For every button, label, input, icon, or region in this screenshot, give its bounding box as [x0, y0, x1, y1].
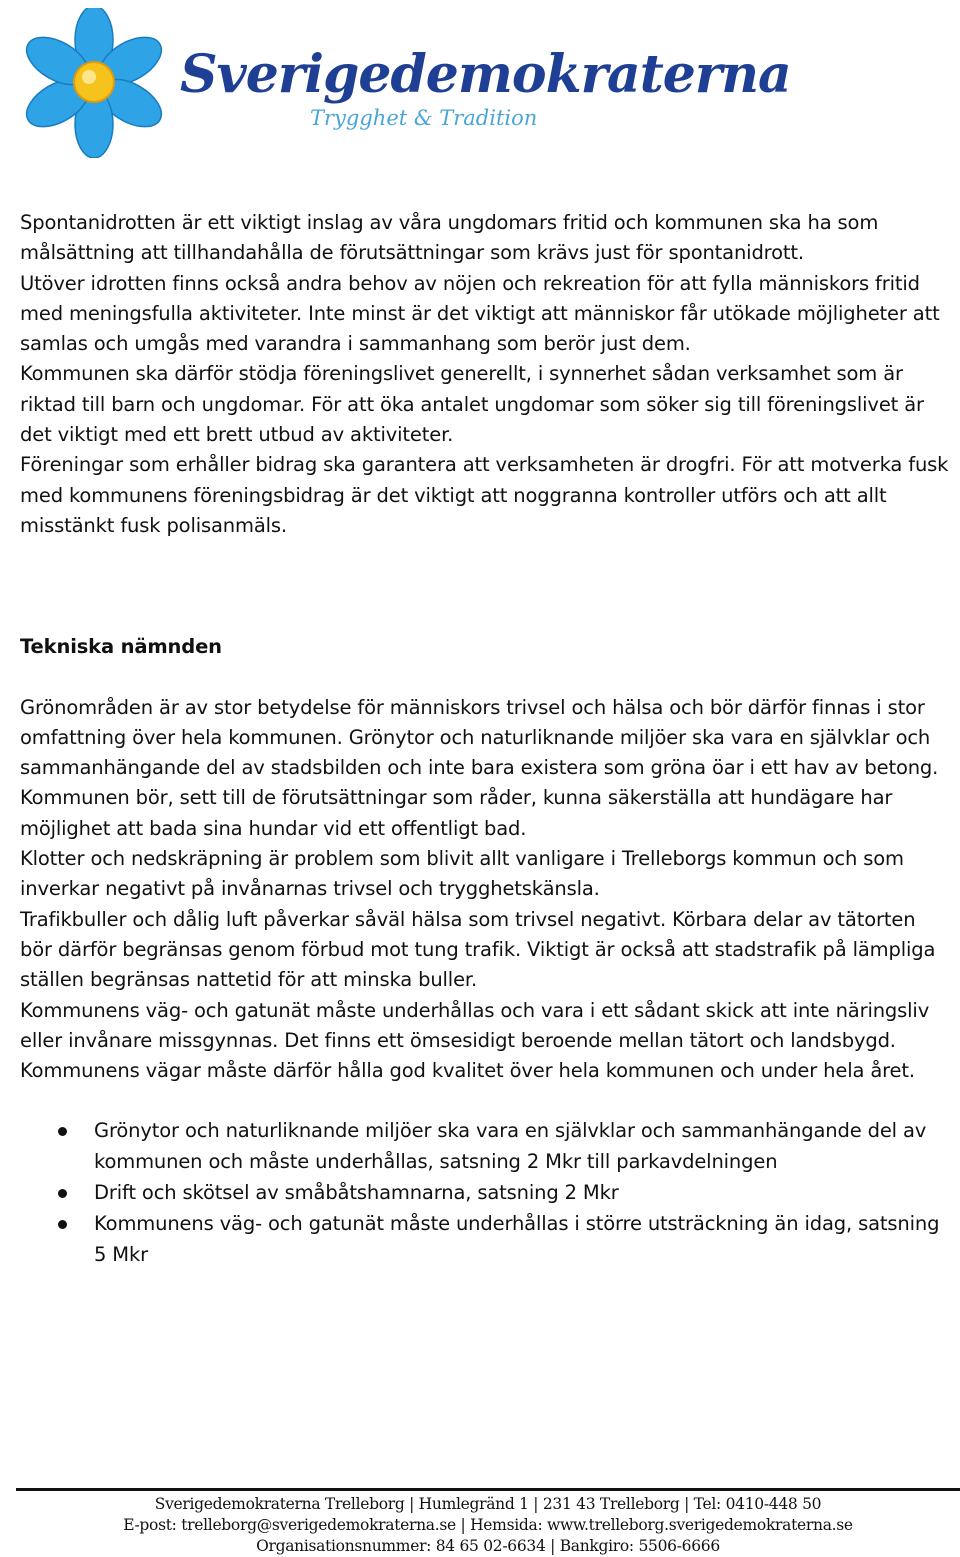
intro-paragraph-4: Föreningar som erhåller bidrag ska garantera att verksamheten är drogfri. För att motverka fusk med kommunens föreningsbidrag är det viktigt att noggranna kontroller utförs och att allt misstänkt fusk polisanmäls.	[20, 453, 949, 537]
document-body	[20, 208, 950, 1271]
bullet-icon	[58, 1189, 67, 1198]
list-item	[20, 1116, 950, 1177]
section-heading: Tekniska nämnden	[20, 635, 222, 659]
section-paragraph-2: Klotter och nedskräpning är problem som blivit allt vanligare i Trelleborgs kommun och som inverkar negativt på invånarnas trivsel och trygghetskänsla.	[20, 847, 904, 901]
list-item-text: Kommunens väg- och gatunät måste underhållas i större utsträckning än idag, satsning 5 Mkr	[94, 1212, 940, 1266]
bullet-icon	[58, 1220, 67, 1229]
list-item	[20, 1209, 950, 1270]
footer-contact: E-post: trelleborg@sverigedemokraterna.se | Hemsida: www.trelleborg.sverigedemokraterna.se	[123, 1516, 853, 1534]
budget-bullet-list	[20, 1116, 950, 1269]
flower-logo-icon	[10, 8, 190, 158]
intro-paragraph-3: Kommunen ska därför stödja föreningslivet generellt, i synnerhet sådan verksamhet som är riktad till barn och ungdomar. För att öka antalet ungdomar som söker sig till föreningslivet är det viktigt med ett brett utbud av aktiviteter.	[20, 362, 924, 447]
section-paragraph-3: Trafikbuller och dålig luft påverkar såväl hälsa som trivsel negativt. Körbara delar av tätorten bör därför begränsas genom förbud mot tung trafik. Viktigt är också att stadstrafik på lämpliga ställen begränsas nattetid för att minska buller.	[20, 907, 936, 992]
footer-address: Sverigedemokraterna Trelleborg | Humlegränd 1 | 231 43 Trelleborg | Tel: 0410-448 50	[154, 1495, 822, 1513]
footer-registration: Organisationsnummer: 84 65 02-6634 | Bankgiro: 5506-6666	[256, 1537, 720, 1555]
list-item-text: Drift och skötsel av småbåtshamnarna, satsning 2 Mkr	[94, 1181, 619, 1205]
section-paragraph-4: Kommunens väg- och gatunät måste underhållas och vara i ett sådant skick att inte näringsliv eller invånare missgynnas. Det finns ett ömsesidigt beroende mellan tätort och landsbygd. Kommunens vägar måste därför hålla god kvalitet över hela kommunen och under hela året.	[20, 998, 930, 1083]
list-item	[20, 1178, 950, 1208]
intro-paragraph-1: Spontanidrotten är ett viktigt inslag av våra ungdomars fritid och kommunen ska ha som målsättning att tillhandahålla de förutsättningar som krävs just för spontanidrott.	[20, 211, 879, 265]
party-logo	[10, 8, 791, 148]
list-item-text: Grönytor och naturliknande miljöer ska vara en självklar och sammanhängande del av kommunen och måste underhållas, satsning 2 Mkr till parkavdelningen	[94, 1119, 927, 1173]
footer-divider	[16, 1488, 960, 1491]
logo-wordmark: Sverigedemokraterna	[180, 44, 791, 105]
bullet-icon	[58, 1127, 67, 1136]
logo-tagline: Trygghet & Tradition	[310, 106, 538, 130]
intro-paragraph-2: Utöver idrotten finns också andra behov av nöjen och rekreation för att fylla människors fritid med meningsfulla aktiviteter. Inte minst är det viktigt att människor får utökade möjligheter att samlas och umgås med varandra i sammanhang som berör just dem.	[20, 271, 940, 356]
footer	[16, 1494, 960, 1557]
section-paragraph-1: Grönområden är av stor betydelse för människors trivsel och hälsa och bör därför finnas i stor omfattning över hela kommunen. Grönytor och naturliknande miljöer ska vara en självklar och sammanhängande del av stadsbilden och inte bara existera som gröna öar i ett hav av betong. Kommunen bör, sett till de förutsättningar som råder, kunna säkerställa att hundägare har möjlighet att bada sina hundar vid ett offentligt bad.	[20, 695, 939, 840]
